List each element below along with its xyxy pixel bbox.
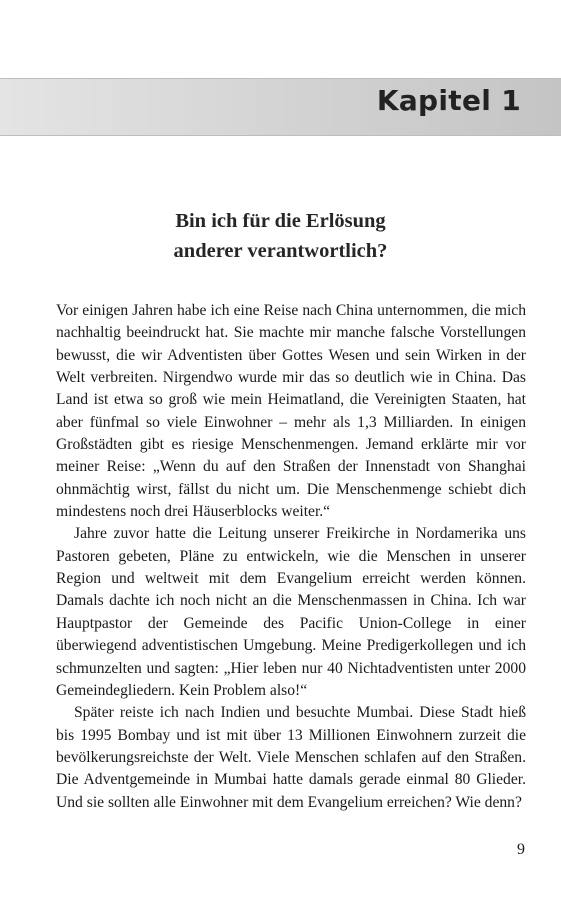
page-number: 9	[517, 841, 525, 858]
section-heading-line-2: anderer verantwortlich?	[173, 240, 388, 262]
section-heading	[0, 206, 561, 266]
paragraph-3: Später reiste ich nach Indien und besuchte Mumbai. Diese Stadt hieß bis 1995 Bombay und ist mit über 13 Millionen Einwohnern zurzeit die bevölkerungsreichste der Welt. Viele Menschen schlafen auf den Straßen. Die Adventgemeinde in Mumbai hatte damals gerade einmal 80 Glieder. Und sie sollten alle Einwohner mit dem Evangelium erreichen? Wie denn?	[56, 704, 526, 811]
paragraph-2: Jahre zuvor hatte die Leitung unserer Freikirche in Nordamerika uns Pastoren gebeten, Pläne zu entwickeln, wie die Menschen in unserer Region und weltweit mit dem Evangelium erreicht werden können. Damals dachte ich noch nicht an die Menschenmassen in China. Ich war Hauptpastor der Gemeinde des Pacific Union-College in einer überwiegend adventistischen Umgebung. Meine Predigerkollegen und ich schmunzelten und sagten: „Hier leben nur 40 Nichtadventisten unter 2000 Gemeindegliedern. Kein Problem also!“	[56, 525, 526, 699]
body-text	[56, 300, 526, 814]
paragraph-1: Vor einigen Jahren habe ich eine Reise nach China unternommen, die mich nachhaltig beeindruckt hat. Sie machte mir manche falsche Vorstellungen bewusst, die wir Adventisten über Gottes Wesen und sein Wirken in der Welt verbreiten. Nirgendwo wurde mir das so deutlich wie in China. Das Land ist etwa so groß wie mein Heimatland, die Vereinigten Staaten, hat aber fünfmal so viele Einwohner – mehr als 1,3 Milliarden. In einigen Großstädten gibt es riesige Menschenmengen. Jemand erklärte mir vor meiner Reise: „Wenn du auf den Straßen der Innenstadt von Shanghai ohnmächtig wirst, fällst du nicht um. Die Menschenmenge schiebt dich mindestens noch drei Häuserblocks weiter.“	[56, 302, 526, 521]
chapter-title: Kapitel 1	[376, 84, 521, 117]
section-heading-line-1: Bin ich für die Erlösung	[175, 210, 386, 232]
